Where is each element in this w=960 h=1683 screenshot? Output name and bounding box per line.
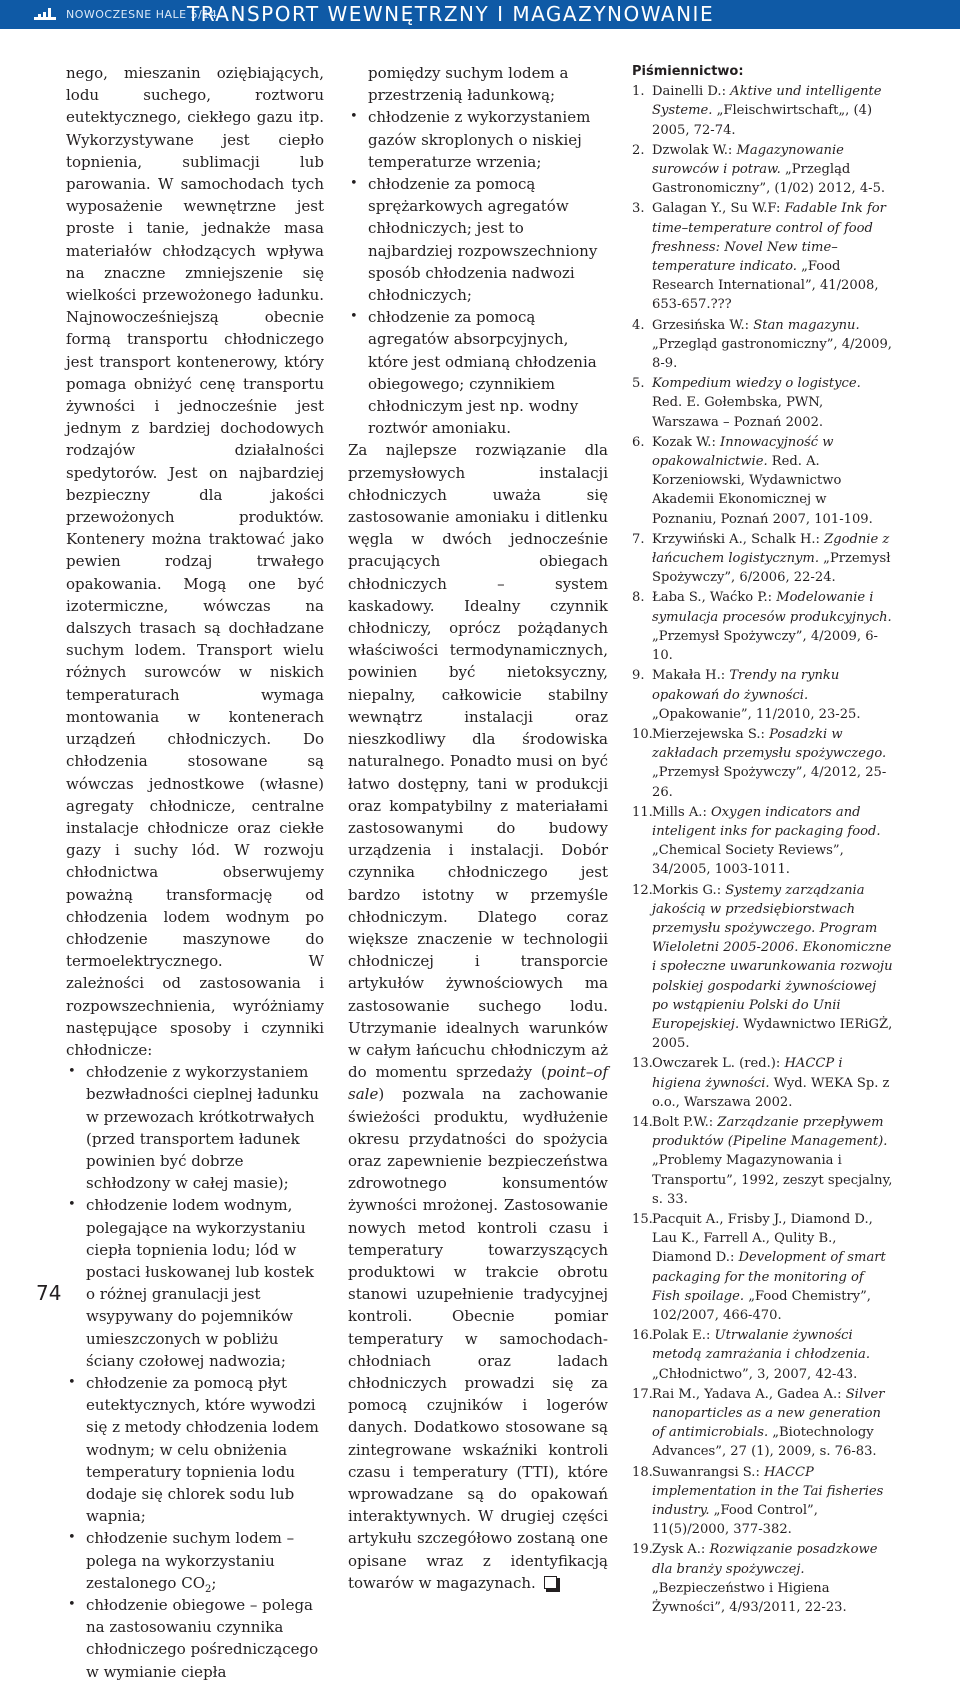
bullet-list — [348, 62, 608, 439]
reference-number: 9. — [632, 668, 645, 684]
reference-title: Trendy na rynku opakowań do żywności. — [652, 668, 840, 703]
reference-title: HACCP implementation in the Tai fisheries industry. — [652, 1464, 884, 1519]
reference-item — [632, 1210, 894, 1325]
reference-item — [632, 588, 894, 665]
page-number: 74 — [36, 1281, 62, 1305]
list-item: • chłodzenie za pomocą płyt eutektycznych, które wywodzi się z metody chłodzenia lodem wodnym; w celu obniżenia temperatury topnienia lodu dodaje się chlorek sodu lub wapnia; — [66, 1372, 324, 1527]
reference-authors: Pacquit A., Frisby J., Diamond D., Lau K., Farrell A., Qulity B., Diamond D.: — [652, 1211, 873, 1266]
reference-number: 4. — [632, 317, 645, 333]
text-column-2 — [348, 62, 608, 1594]
reference-title: Silver nanoparticles as a new generation of antimicrobials. — [652, 1386, 885, 1441]
reference-number: 10. — [632, 726, 653, 742]
reference-title: Utrwalanie żywności metodą zamrażania i chłodzenia. — [652, 1328, 871, 1363]
list-item: • chłodzenie za pomocą sprężarkowych agregatów chłodniczych; jest to najbardziej rozpowszechniony sposób chłodzenia nadwozi chłodniczych; — [348, 173, 608, 306]
list-item-continued: pomiędzy suchym lodem a przestrzenią ładunkową; — [368, 64, 569, 105]
reference-source: „Food Research International”, 41/2008, 653-657.??? — [652, 259, 879, 313]
reference-title: Zarządzanie przepływem produktów (Pipeline Management). — [652, 1114, 888, 1150]
reference-authors: Suwanrangsi S.: — [652, 1464, 765, 1480]
reference-authors: Rai M., Yadava A., Gadea A.: — [652, 1386, 846, 1402]
reference-item — [632, 1326, 894, 1384]
reference-number: 18. — [632, 1464, 653, 1480]
reference-title: Stan magazynu. — [753, 317, 860, 333]
reference-source: „Bezpieczeństwo i Higiena Żywności”, 4/93/2011, 22-23. — [652, 1580, 847, 1616]
reference-number: 6. — [632, 434, 645, 450]
reference-authors: Zysk A.: — [652, 1542, 710, 1558]
reference-source: „Przemysł Spożywczy”, 4/2009, 6-10. — [652, 628, 878, 664]
reference-title: Development of smart packaging for the monitoring of Fish spoilage. — [652, 1250, 886, 1304]
reference-number: 11. — [632, 804, 653, 820]
reference-source: „Opakowanie”, 11/2010, 23-25. — [652, 706, 861, 722]
reference-authors: Dzwolak W.: — [652, 142, 737, 158]
reference-source: „Przegląd gastronomiczny”, 4/2009, 8-9. — [652, 336, 892, 372]
reference-source: „Problemy Magazynowania i Transportu”, 1992, zeszyt specjalny, s. 33. — [652, 1153, 893, 1207]
reference-number: 13. — [632, 1056, 653, 1072]
list-item: • chłodzenie za pomocą agregatów absorpcyjnych, które jest odmianą chłodzenia obiegowego; czynnikiem chłodniczym jest np. wodny roztwór amoniaku. — [348, 306, 608, 439]
list-item: • chłodzenie z wykorzystaniem bezwładności cieplnej ładunku w przewozach krótkotrwałych (przed transportem ładunek powinien być dobrze schłodzony w całej masie); — [66, 1061, 324, 1194]
reference-number: 3. — [632, 201, 645, 217]
reference-number: 16. — [632, 1328, 653, 1344]
reference-source: „Chłodnictwo”, 3, 2007, 42-43. — [652, 1366, 858, 1382]
reference-source: „Biotechnology Advances”, 27 (1), 2009, s. 76-83. — [652, 1425, 877, 1460]
reference-title: Posadzki w zakładach przemysłu spożywczego. — [652, 726, 887, 762]
reference-number: 2. — [632, 142, 645, 158]
reference-item — [632, 316, 894, 374]
reference-item — [632, 881, 894, 1054]
reference-number: 5. — [632, 376, 645, 392]
reference-item — [632, 1113, 894, 1209]
reference-authors: Łaba S., Waćko P.: — [652, 590, 777, 606]
text-column-1 — [66, 62, 324, 1683]
reference-item — [632, 374, 894, 432]
references-list — [632, 82, 894, 1617]
reference-number: 8. — [632, 590, 645, 606]
list-item: • chłodzenie suchym lodem – polega na wykorzystaniu zestalonego $CO_2$; — [66, 1527, 324, 1594]
reference-item — [632, 1540, 894, 1617]
list-item: • chłodzenie obiegowe – polega na zastosowaniu czynnika chłodniczego pośredniczącego w wymianie ciepła — [66, 1594, 324, 1683]
references-column — [632, 62, 894, 1618]
reference-title: Modelowanie i symulacja procesów produkcyjnych. — [652, 590, 892, 625]
reference-number: 17. — [632, 1386, 653, 1402]
list-item: • chłodzenie lodem wodnym, polegające na wykorzystaniu ciepła topnienia lodu; lód w postaci łuskowanej lub kostek o różnej granulacji jest wsypywany do pojemników umieszczonych w pobliżu ściany czołowej nadwozia; — [66, 1194, 324, 1372]
reference-source: Wyd. WEKA Sp. z o.o., Warszawa 2002. — [652, 1075, 890, 1110]
reference-authors: Mills A.: — [652, 804, 712, 820]
reference-title: Zgodnie z łańcuchem logistycznym. — [652, 531, 890, 567]
end-of-article-square-icon — [544, 1576, 557, 1589]
reference-number: 7. — [632, 531, 645, 547]
reference-title: Oxygen indicators and inteligent inks for packaging food. — [652, 804, 881, 839]
reference-authors: Polak E.: — [652, 1328, 715, 1344]
reference-authors: Galagan Y., Su W.F: — [652, 201, 785, 217]
reference-authors: Morkis G.: — [652, 882, 726, 898]
section-title: TRANSPORT WEWNĘTRZNY I MAGAZYNOWANIE — [187, 2, 715, 26]
reference-authors: Bolt P.W.: — [652, 1114, 718, 1130]
reference-authors: Makała H.: — [652, 668, 730, 684]
reference-item — [632, 803, 894, 880]
reference-item — [632, 199, 894, 314]
reference-title: Aktive und intelligente Systeme. — [652, 84, 882, 119]
reference-source: „Chemical Society Reviews”, 34/2005, 1003-1011. — [652, 843, 844, 878]
reference-source: „Przemysł Spożywczy”, 4/2012, 25-26. — [652, 765, 887, 800]
reference-number: 1. — [632, 84, 645, 100]
reference-authors: Owczarek L. (red.): — [652, 1056, 785, 1072]
paragraph: Za najlepsze rozwiązanie dla przemysłowych instalacji chłodniczych uważa się zastosowanie amoniaku i ditlenku węgla w dwóch jednocześnie pracujących obiegach chłodniczych – system kaskadowy. Idealny czynnik chłodniczy, oprócz pożądanych właściwości termodynamicznych, powinien być nietoksyczny, niepalny, całkowicie stabilny wewnątrz instalacji oraz nieszkodliwy dla środowiska naturalnego. Ponadto musi on być łatwo dostępny, tani w produkcji oraz kompatybilny z materiałami zastosowanymi do budowy urządzenia i instalacji. Dobór czynnika chłodniczego jest bardzo istotny w przemyśle chłodniczym. Dlatego coraz większe znaczenie w technologii chłodniczej i transporcie artykułów żywnościowych ma zastosowanie suchego lodu. Utrzymanie idealnych warunków w całym łańcuchu chłodniczym aż do momentu sprzedaży (point–of sale) pozwala na zachowanie świeżości produktu, wydłużenie okresu przydatności do spożycia oraz zapewnienie bezpieczeństwa zdrowotnego konsumentów żywności mrożonej. Zastosowanie nowych metod kontroli czasu i temperatury towarzyszących produktowi w trakcie obrotu stanowi uzupełnienie tradycyjnej kontroli. Obecnie pomiar temperatury w samochodach-chłodniach oraz ladach chłodniczych prowadzi się za pomocą czujników i logerów danych. Dodatkowo stosowane są zintegrowane wskaźniki kontroli czasu i temperatury (TTI), które wprowadzane są do opakowań interaktywnych. W drugiej części artykułu szczegółowo zostaną one opisane wraz z identyfikacją towarów w magazynach. — [348, 441, 608, 1592]
header-bar — [0, 0, 960, 29]
paragraph: nego, mieszanin oziębiających, lodu suchego, roztworu eutektycznego, ciekłego gazu itp. Wykorzystywane jest ciepło topnienia, sublimacji lub parowania. W samochodach tych wyposażenie wewnętrzne jest proste i tanie, jednakże masa materiałów chłodzących wpływa na znaczne zmniejszenie się wielkości przewożonego ładunku. Najnowocześniejszą obecnie formą transportu chłodniczego jest transport kontenerowy, który pomaga obniżyć cenę transportu żywności i jednocześnie jest jednym z bardziej dochodowych rodzajów działalności spedytorów. Jest on najbardziej bezpieczny dla jakości przewożonych produktów. Kontenery można traktować jako pewien rodzaj trwałego opakowania. Mogą one być izotermiczne, wówczas na dalszych trasach są dochładzane suchym lodem. Transport wielu różnych surowców w niskich temperaturach wymaga montowania w kontenerach urządzeń chłodniczych. Do chłodzenia stosowane są wówczas jednostkowe (własne) agregaty chłodnicze, centralne instalacje chłodnicze oraz ciekłe gazy i suchy lód. W rozwoju chłodnictwa obserwujemy poważną transformację od chłodzenia lodem wodnym po chłodzenie maszynowe do termoelektrycznego. W zależności od zastosowania i rozpowszechnienia, wyróżniamy następujące sposoby i czynniki chłodnicze: — [66, 64, 324, 1059]
reference-authors: Grzesińska W.: — [652, 317, 754, 333]
reference-title: Fadable Ink for time–temperature control of food freshness: Novel New time–temperature indicato. — [652, 201, 886, 275]
reference-title: Rozwiązanie posadzkowe dla branży spożywczej. — [652, 1542, 878, 1577]
reference-item — [632, 1054, 894, 1112]
reference-authors: Mierzejewska S.: — [652, 726, 770, 742]
reference-item — [632, 530, 894, 588]
list-item: • chłodzenie z wykorzystaniem gazów skroplonych o niskiej temperaturze wrzenia; — [348, 106, 608, 173]
reference-number: 14. — [632, 1114, 653, 1130]
reference-title: Kompedium wiedzy o logistyce. — [652, 376, 861, 392]
reference-item — [632, 1463, 894, 1540]
reference-number: 12. — [632, 882, 653, 898]
reference-item — [632, 141, 894, 199]
reference-item — [632, 1385, 894, 1462]
bullet-list — [66, 1061, 324, 1683]
reference-item — [632, 725, 894, 802]
reference-authors: Dainelli D.: — [652, 84, 731, 100]
reference-title: Magazynowanie surowców i potraw. — [652, 142, 844, 178]
reference-item — [632, 666, 894, 724]
reference-source: „Fleischwirtschaft„, (4) 2005, 72-74. — [652, 103, 873, 138]
reference-item — [632, 433, 894, 529]
reference-title: HACCP i higiena żywności. — [652, 1056, 843, 1091]
reference-source: „Przemysł Spożywczy”, 6/2006, 22-24. — [652, 551, 891, 586]
reference-source: „Food Control”, 11(5)/2000, 377-382. — [652, 1503, 818, 1538]
reference-source: Red. A. Korzeniowski, Wydawnictwo Akademii Ekonomicznej w Poznaniu, Poznań 2007, 101-109. — [652, 454, 873, 527]
reference-source: „Food Chemistry”, 102/2007, 466-470. — [652, 1288, 871, 1323]
reference-source: Red. E. Gołembska, PWN, Warszawa – Poznań 2002. — [652, 395, 824, 430]
reference-source: Wydawnictwo IERiGŻ, 2005. — [652, 1016, 893, 1052]
reference-item — [632, 82, 894, 140]
reference-number: 19. — [632, 1542, 653, 1558]
reference-title: Systemy zarządzania jakością w przedsiębiorstwach przemysłu spożywczego. Program Wieloletni 2005-2006. Ekonomiczne i społeczne uwarunkowania rozwoju polskiej gospodarki żywnościowej po wstąpieniu Polski do Unii Europejskiej. — [652, 882, 893, 1032]
reference-title: Innowacyjność w opakowalnictwie. — [652, 434, 834, 470]
reference-source: „Przegląd Gastronomiczny”, (1/02) 2012, 4-5. — [652, 162, 886, 197]
reference-number: 15. — [632, 1211, 653, 1227]
reference-authors: Kozak W.: — [652, 434, 721, 450]
publication-logo-icon — [34, 8, 56, 22]
references-heading: Piśmiennictwo: — [632, 64, 744, 79]
magazine-issue: NOWOCZESNE HALE 5/14 — [66, 8, 218, 21]
reference-authors: Krzywiński A., Schalk H.: — [652, 531, 825, 547]
